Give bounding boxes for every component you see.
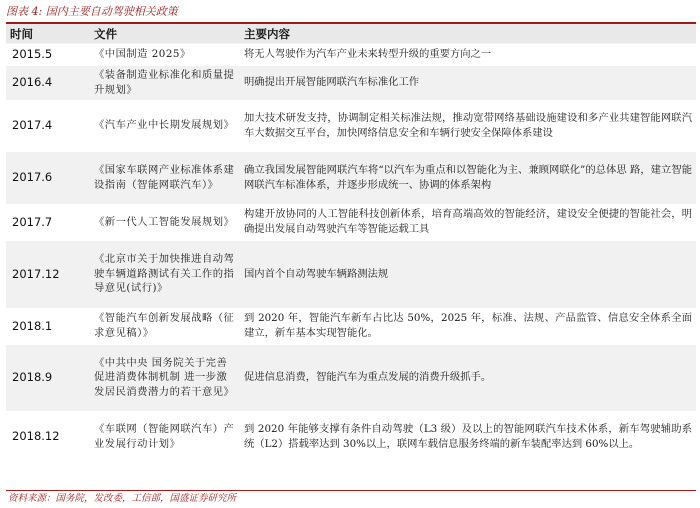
row-time: 2015.5	[6, 44, 90, 66]
row-document: 《智能汽车创新发展战略（征求意见稿）》	[90, 308, 240, 345]
row-content: 国内首个自动驾驶车辆路测法规	[240, 241, 696, 308]
row-content: 到 2020 年能够支撑有条件自动驾驶（L3 级）及以上的智能网联汽车技术体系，新车驾驶辅助系统（L2）搭载率达到 30%以上，联网车载信息服务终端的新车装配率达到 60%以上。	[240, 411, 696, 463]
table-row	[6, 152, 696, 204]
row-document: 《装备制造业标准化和质量提升规划》	[90, 66, 240, 100]
row-content: 加大技术研发支持，协调制定相关标准法规，推动宽带网络基础设施建设和多产业共建智能网联汽车大数据交互平台，加快网络信息安全和车辆行驶安全保障体系建设	[240, 100, 696, 152]
row-content: 确立我国发展智能网联汽车将“以汽车为重点和以智能化为主、兼顾网联化”的总体思 路，建立智能网联汽车标准体系，并逐步形成统一、协调的体系架构	[240, 152, 696, 204]
table-row	[6, 44, 696, 66]
header-time: 时间	[6, 24, 90, 44]
row-document: 《中国制造 2025》	[90, 44, 240, 66]
row-time: 2018.9	[6, 345, 90, 411]
row-content: 将无人驾驶作为汽车产业未来转型升级的重要方向之一	[240, 44, 696, 66]
figure-title: 图表 4: 国内主要自动驾驶相关政策	[6, 5, 178, 18]
row-time: 2018.1	[6, 308, 90, 345]
row-content: 到 2020 年，智能汽车新车占比达 50%，2025 年，标准、法规、产品监管、信息安全体系全面建立，新车基本实现智能化。	[240, 308, 696, 345]
row-document: 《中共中央 国务院关于完善促进消费体制机制 进一步激发居民消费潜力的若干意见》	[90, 345, 240, 411]
header-document: 文件	[90, 24, 240, 44]
header-content: 主要内容	[240, 24, 696, 44]
table-row	[6, 66, 696, 100]
row-document: 《车联网（智能网联汽车）产业发展行动计划》	[90, 411, 240, 463]
table-header-row	[6, 24, 696, 44]
table-row	[6, 345, 696, 411]
row-document: 《国家车联网产业标准体系建设指南（智能网联汽车）》	[90, 152, 240, 204]
row-document: 《北京市关于加快推进自动驾驶车辆道路测试有关工作的指导意见(试行)》	[90, 241, 240, 308]
row-document: 《汽车产业中长期发展规划》	[90, 100, 240, 152]
row-time: 2018.12	[6, 411, 90, 463]
table-row	[6, 100, 696, 152]
row-time: 2016.4	[6, 66, 90, 100]
row-time: 2017.4	[6, 100, 90, 152]
table-row	[6, 241, 696, 308]
source-note: 资料来源：国务院，发改委，工信部，国盛证券研究所	[8, 493, 237, 504]
row-content: 构建开放协同的人工智能科技创新体系，培育高端高效的智能经济，建设安全便捷的智能社会，明确提出发展自动驾驶汽车等智能运载工具	[240, 204, 696, 241]
table-row	[6, 204, 696, 241]
policy-table	[6, 24, 696, 463]
table-row	[6, 411, 696, 463]
row-document: 《新一代人工智能发展规划》	[90, 204, 240, 241]
row-time: 2017.6	[6, 152, 90, 204]
table-row	[6, 308, 696, 345]
row-time: 2017.12	[6, 241, 90, 308]
row-time: 2017.7	[6, 204, 90, 241]
row-content: 促进信息消费，智能汽车为重点发展的消费升级抓手。	[240, 345, 696, 411]
row-content: 明确提出开展智能网联汽车标准化工作	[240, 66, 696, 100]
bottom-rule	[6, 490, 696, 491]
